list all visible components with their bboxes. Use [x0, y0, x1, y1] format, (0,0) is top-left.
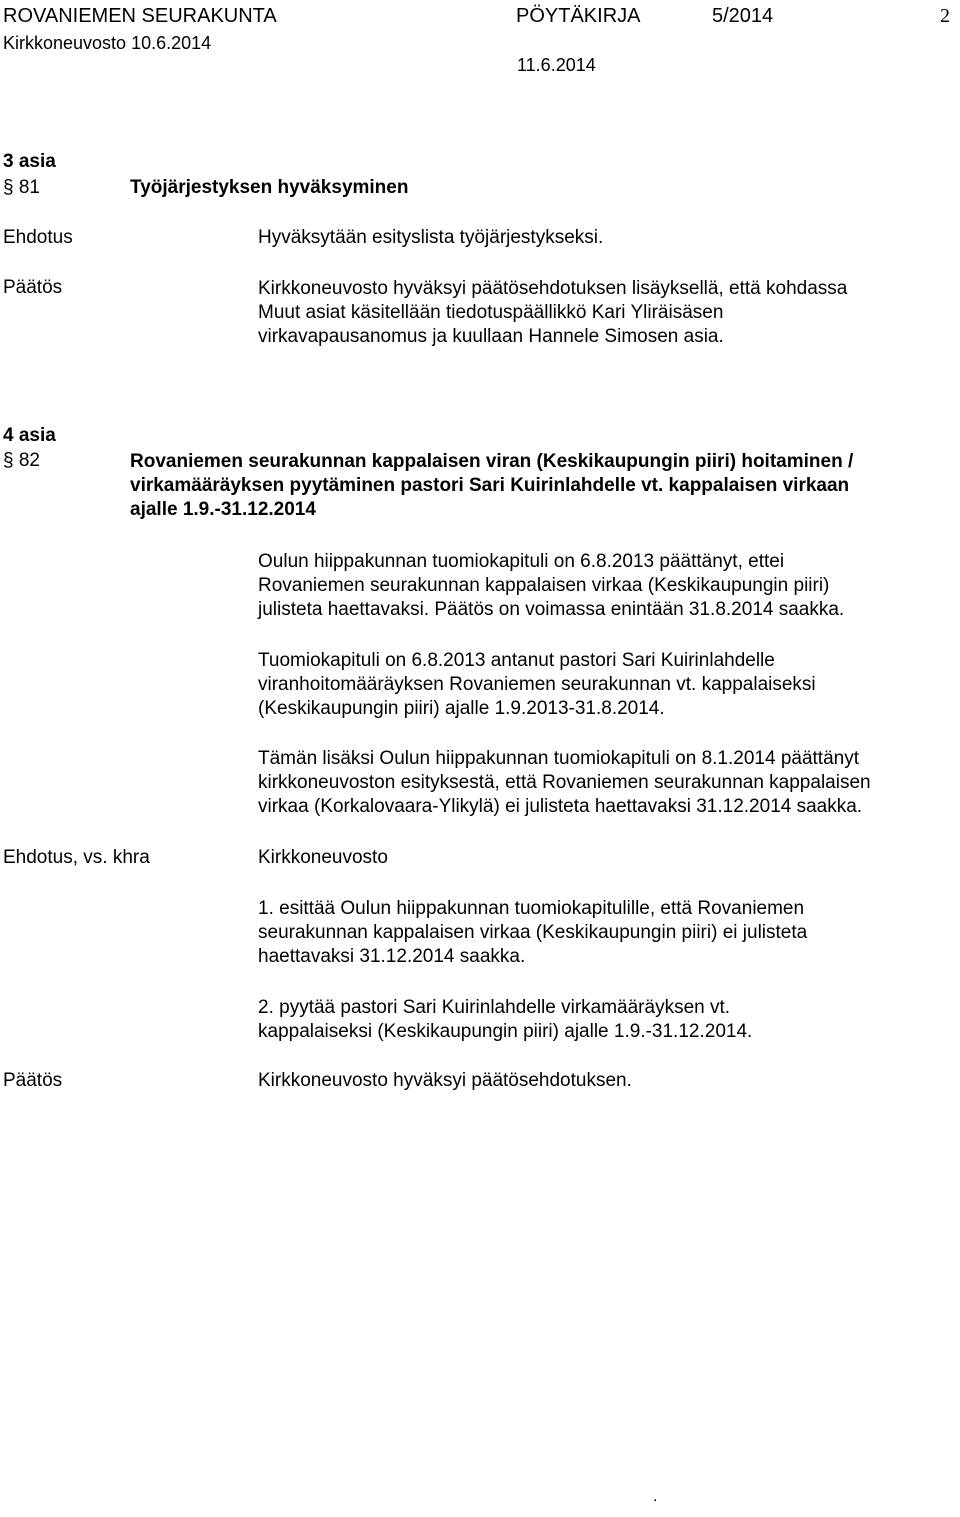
item4-background-paragraph-3: [258, 747, 871, 819]
item4-paatos-label: Päätös: [3, 1070, 63, 1091]
item4-background-paragraph-1: [258, 550, 844, 622]
paragraph-line: 2. pyytää pastori Sari Kuirinlahdelle virkamääräyksen vt.: [258, 997, 731, 1018]
item4-ehdotus-label: Ehdotus, vs. khra: [3, 847, 150, 868]
item3-ehdotus-text: Hyväksytään esityslista työjärjestykseksi.: [258, 227, 604, 248]
header-page-number: 2: [940, 5, 950, 27]
paragraph-line: (Keskikaupungin piiri) ajalle 1.9.2013-31.8.2014.: [258, 698, 665, 719]
paragraph-line: Muut asiat käsitellään tiedotuspäällikkö Kari Yliräisäsen: [258, 302, 724, 323]
item3-paatos-text: [258, 277, 847, 349]
paragraph-line: Tämän lisäksi Oulun hiippakunnan tuomiokapituli on 8.1.2014 päättänyt: [258, 748, 859, 769]
item4-proposal-1: [258, 897, 807, 969]
paragraph-line: virkavapausanomus ja kuullaan Hannele Simosen asia.: [258, 326, 724, 347]
paragraph-line: seurakunnan kappalaisen virkaa (Keskikaupungin piiri) ei julisteta: [258, 922, 808, 943]
header-org: ROVANIEMEN SEURAKUNTA: [3, 5, 277, 27]
paragraph-line: Rovaniemen seurakunnan kappalaisen virkaa (Keskikaupungin piiri): [258, 575, 830, 596]
paragraph-line: Tuomiokapituli on 6.8.2013 antanut pastori Sari Kuirinlahdelle: [258, 650, 775, 671]
header-meeting: Kirkkoneuvosto 10.6.2014: [3, 33, 212, 53]
item4-section-number: § 82: [3, 450, 40, 471]
item4-background-paragraph-2: [258, 649, 816, 721]
header-date: 11.6.2014: [517, 55, 596, 75]
title-line: ajalle 1.9.-31.12.2014: [130, 499, 316, 520]
paragraph-line: kappalaiseksi (Keskikaupungin piiri) ajalle 1.9.-31.12.2014.: [258, 1021, 753, 1042]
item4-ehdotus-intro: Kirkkoneuvosto: [258, 847, 388, 868]
footer-mark: .: [653, 1488, 658, 1505]
item3-section-number: § 81: [3, 177, 40, 198]
item3-asia: 3 asia: [3, 151, 56, 172]
paragraph-line: viranhoitomääräyksen Rovaniemen seurakunnan vt. kappalaiseksi: [258, 674, 816, 695]
item3-paatos-label: Päätös: [3, 277, 63, 298]
item4-title: [130, 450, 853, 522]
item4-paatos-text: Kirkkoneuvosto hyväksyi päätösehdotuksen.: [258, 1070, 632, 1091]
paragraph-line: julisteta haettavaksi. Päätös on voimassa enintään 31.8.2014 saakka.: [258, 599, 845, 620]
header-doc-type: PÖYTÄKIRJA: [516, 5, 641, 27]
item4-proposal-2: [258, 996, 752, 1044]
title-line: virkamääräyksen pyytäminen pastori Sari Kuirinlahdelle vt. kappalaisen virkaan: [130, 475, 850, 496]
item3-title: Työjärjestyksen hyväksyminen: [130, 177, 409, 198]
paragraph-line: Kirkkoneuvosto hyväksyi päätösehdotuksen lisäyksellä, että kohdassa: [258, 278, 848, 299]
paragraph-line: 1. esittää Oulun hiippakunnan tuomiokapitulille, että Rovaniemen: [258, 898, 805, 919]
paragraph-line: Oulun hiippakunnan tuomiokapituli on 6.8.2013 päättänyt, ettei: [258, 551, 785, 572]
header-number: 5/2014: [712, 5, 774, 27]
item3-ehdotus-label: Ehdotus: [3, 227, 73, 248]
paragraph-line: kirkkoneuvoston esityksestä, että Rovaniemen seurakunnan kappalaisen: [258, 772, 871, 793]
title-line: Rovaniemen seurakunnan kappalaisen viran (Keskikaupungin piiri) hoitaminen /: [130, 451, 854, 472]
item4-asia: 4 asia: [3, 425, 56, 446]
paragraph-line: virkaa (Korkalovaara-Ylikylä) ei julisteta haettavaksi 31.12.2014 saakka.: [258, 796, 863, 817]
paragraph-line: haettavaksi 31.12.2014 saakka.: [258, 946, 526, 967]
